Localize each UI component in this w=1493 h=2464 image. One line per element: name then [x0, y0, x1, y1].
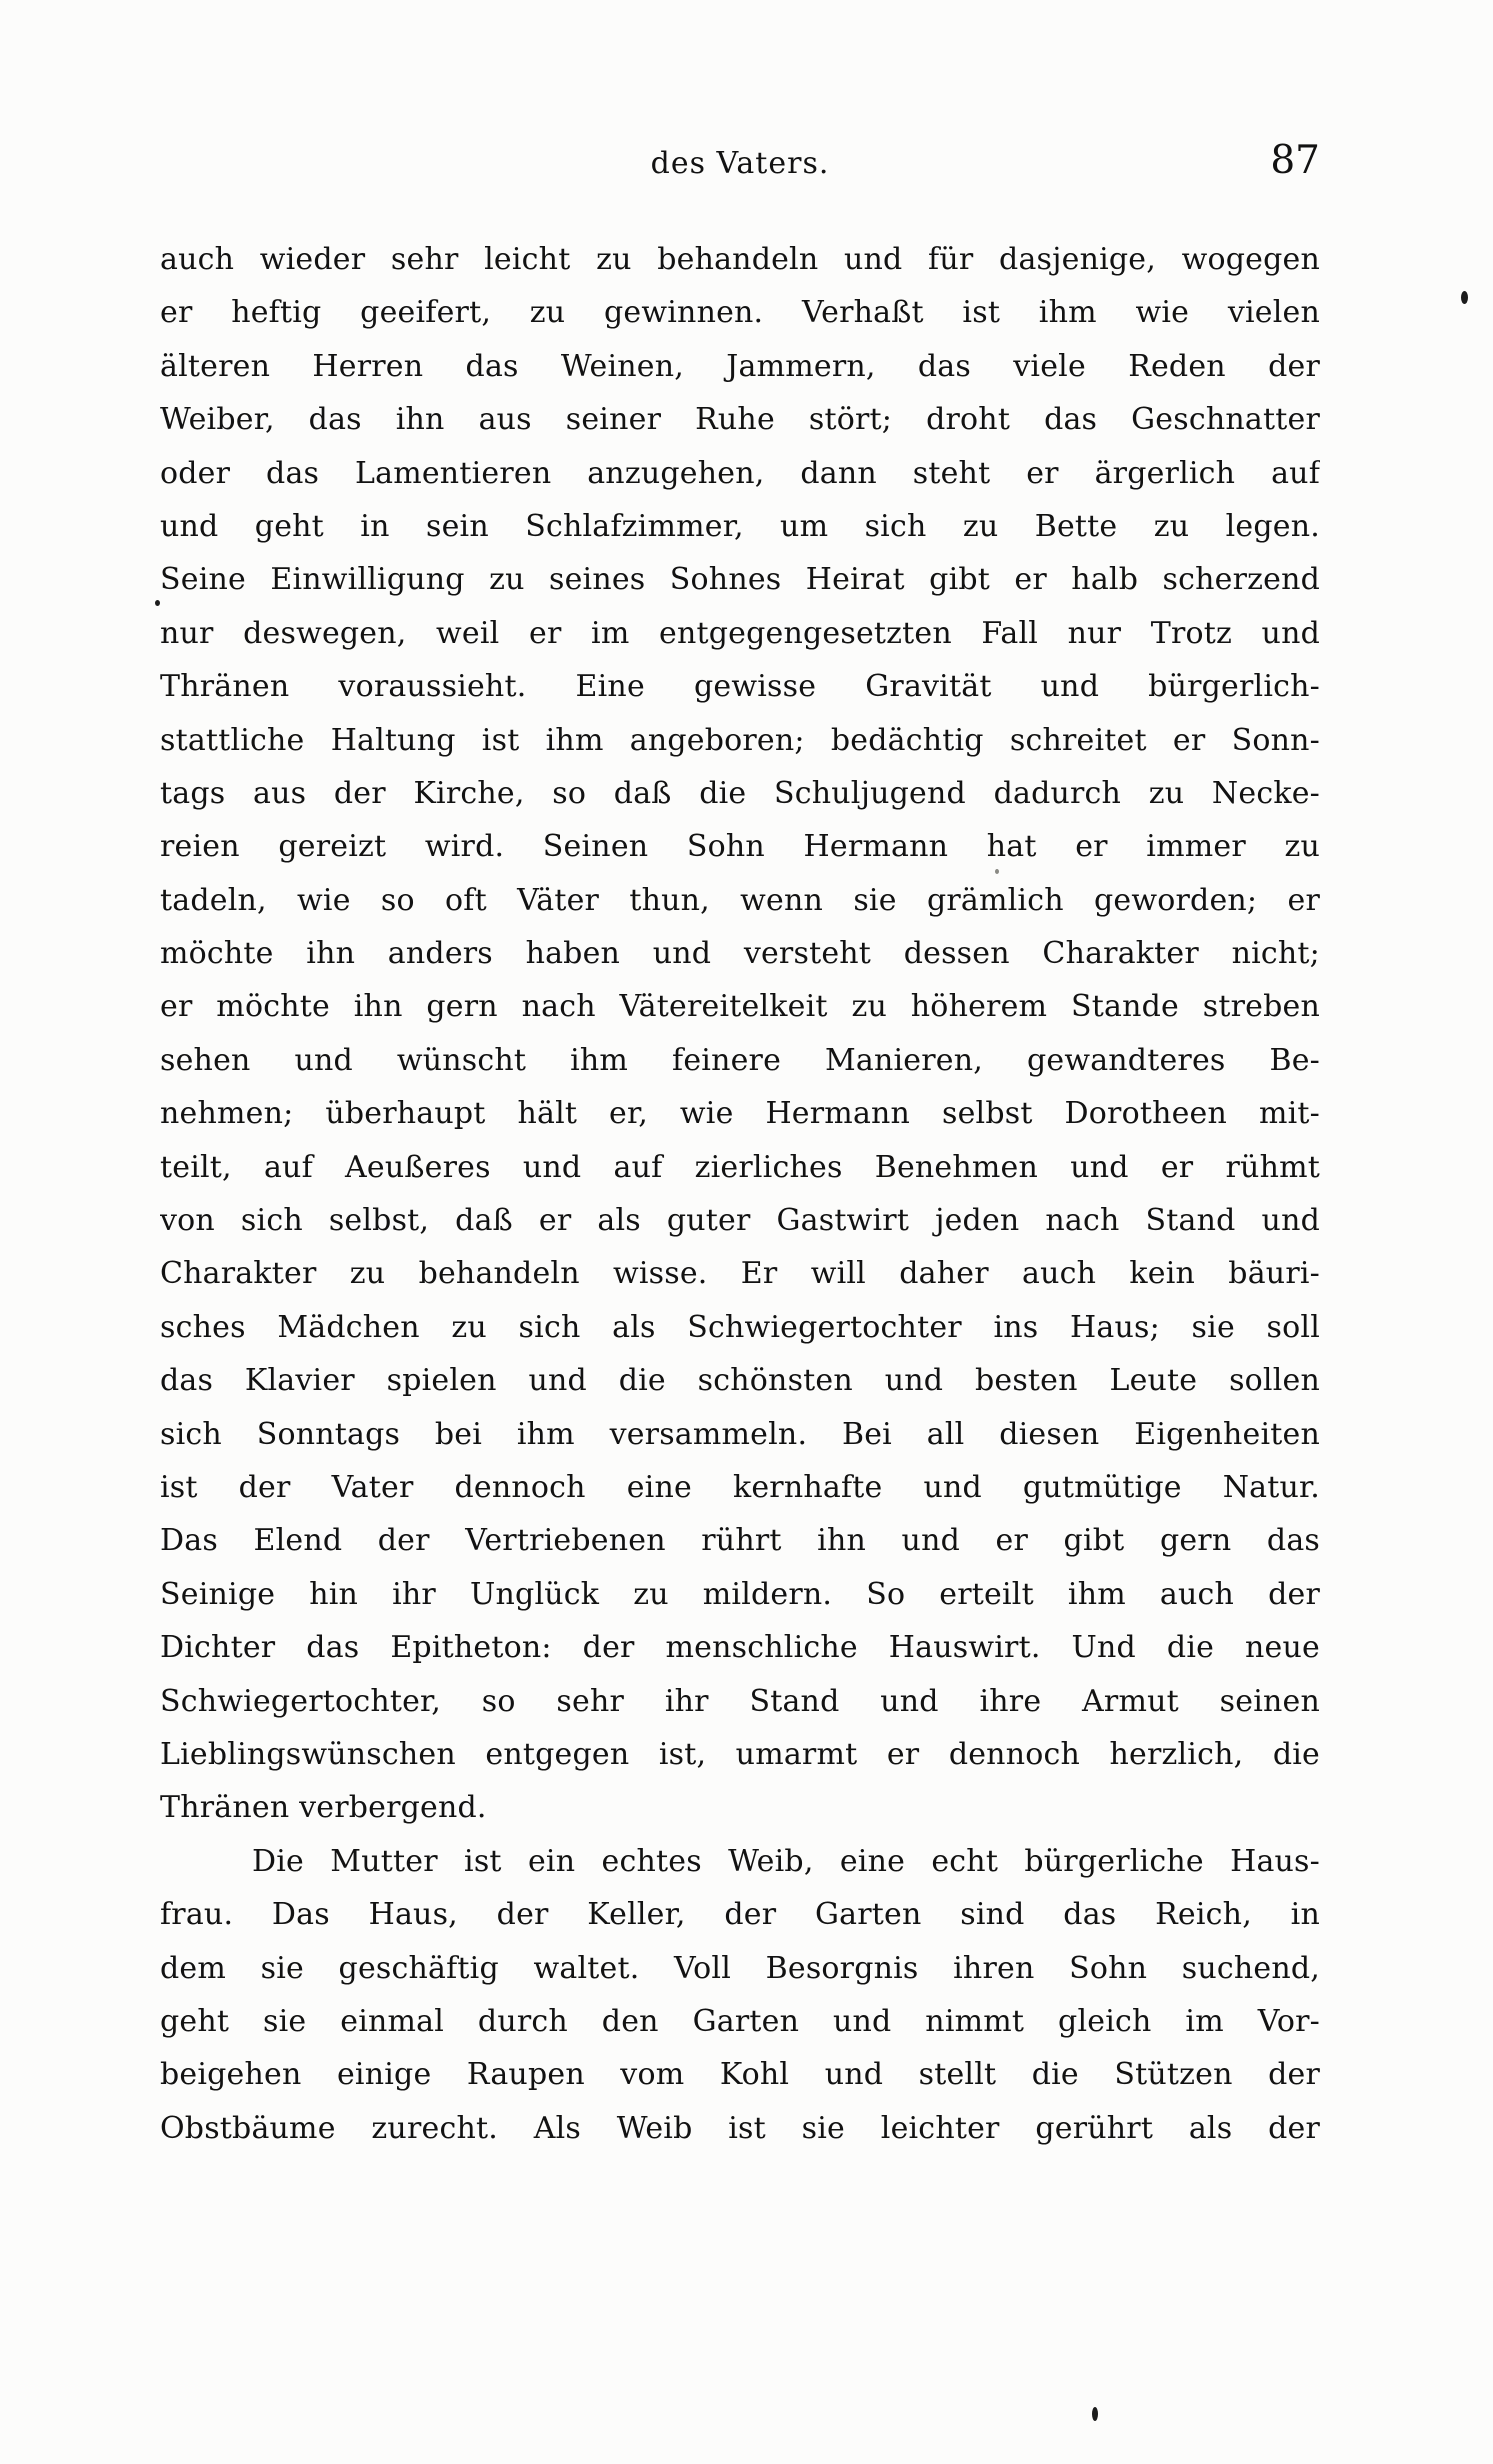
text-line: ist der Vater dennoch eine kernhafte und gutmütige Natur.	[160, 1469, 1320, 1505]
text-line: er möchte ihn gern nach Vätereitelkeit zu höherem Stande streben	[160, 989, 1320, 1025]
scan-speck	[1092, 2407, 1098, 2421]
text-line: möchte ihn anders haben und versteht dessen Charakter nicht;	[160, 936, 1320, 972]
text-line: Obstbäume zurecht. Als Weib ist sie leichter gerührt als der	[160, 2110, 1320, 2146]
text-line: Seine Einwilligung zu seines Sohnes Heirat gibt er halb scherzend	[160, 562, 1320, 598]
scan-speck	[155, 600, 160, 606]
text-line: Seinige hin ihr Unglück zu mildern. So erteilt ihm auch der	[160, 1576, 1320, 1612]
text-line: beigehen einige Raupen vom Kohl und stellt die Stützen der	[160, 2057, 1320, 2093]
text-line: Thränen voraussieht. Eine gewisse Gravität und bürgerlich-	[160, 669, 1320, 705]
text-line: stattliche Haltung ist ihm angeboren; bedächtig schreitet er Sonn-	[160, 722, 1320, 758]
text-line: Thränen verbergend.	[160, 1790, 487, 1826]
text-line: Lieblingswünschen entgegen ist, umarmt er dennoch herzlich, die	[160, 1736, 1320, 1772]
paragraph	[160, 1835, 1320, 2155]
text-block	[160, 233, 1320, 2155]
text-line: nehmen; überhaupt hält er, wie Hermann selbst Dorotheen mit-	[160, 1096, 1320, 1132]
text-line: Das Elend der Vertriebenen rührt ihn und er gibt gern das	[160, 1523, 1320, 1559]
text-line: Schwiegertochter, so sehr ihr Stand und ihre Armut seinen	[160, 1683, 1320, 1719]
text-line: teilt, auf Aeußeres und auf zierliches Benehmen und er rühmt	[160, 1149, 1320, 1185]
text-line: oder das Lamentieren anzugehen, dann steht er ärgerlich auf	[160, 455, 1320, 491]
text-line: sches Mädchen zu sich als Schwiegertochter ins Haus; sie soll	[160, 1309, 1320, 1345]
text-line: sehen und wünscht ihm feinere Manieren, gewandteres Be-	[160, 1042, 1320, 1078]
page-number: 87	[1270, 138, 1320, 183]
text-line: auch wieder sehr leicht zu behandeln und für dasjenige, wogegen	[160, 242, 1320, 277]
text-line: das Klavier spielen und die schönsten und besten Leute sollen	[160, 1363, 1320, 1399]
text-line: Die Mutter ist ein echtes Weib, eine echt bürgerliche Haus-	[252, 1843, 1320, 1879]
text-line: Dichter das Epitheton: der menschliche Hauswirt. Und die neue	[160, 1630, 1320, 1666]
text-line: älteren Herren das Weinen, Jammern, das viele Reden der	[160, 348, 1320, 384]
text-line: er heftig geeifert, zu gewinnen. Verhaßt ist ihm wie vielen	[160, 295, 1320, 331]
text-line: frau. Das Haus, der Keller, der Garten sind das Reich, in	[160, 1897, 1320, 1933]
text-line: Weiber, das ihn aus seiner Ruhe stört; droht das Geschnatter	[160, 402, 1320, 438]
text-line: nur deswegen, weil er im entgegengesetzten Fall nur Trotz und	[160, 615, 1320, 651]
running-title: des Vaters.	[650, 146, 830, 181]
text-line: tags aus der Kirche, so daß die Schuljugend dadurch zu Necke-	[160, 775, 1320, 811]
text-line: und geht in sein Schlafzimmer, um sich zu Bette zu legen.	[160, 508, 1320, 544]
text-line: dem sie geschäftig waltet. Voll Besorgnis ihren Sohn suchend,	[160, 1950, 1320, 1986]
text-line: geht sie einmal durch den Garten und nimmt gleich im Vor-	[160, 2003, 1320, 2039]
text-line: sich Sonntags bei ihm versammeln. Bei all diesen Eigenheiten	[160, 1416, 1320, 1452]
text-line: reien gereizt wird. Seinen Sohn Hermann hat er immer zu	[160, 829, 1320, 865]
text-line: tadeln, wie so oft Väter thun, wenn sie grämlich geworden; er	[160, 882, 1320, 918]
text-line: von sich selbst, daß er als guter Gastwirt jeden nach Stand und	[160, 1203, 1320, 1239]
scan-speck	[995, 869, 999, 874]
page-header	[160, 138, 1320, 188]
scan-speck	[1461, 291, 1468, 304]
text-line: Charakter zu behandeln wisse. Er will daher auch kein bäuri-	[160, 1256, 1320, 1292]
paragraph	[160, 233, 1320, 1835]
